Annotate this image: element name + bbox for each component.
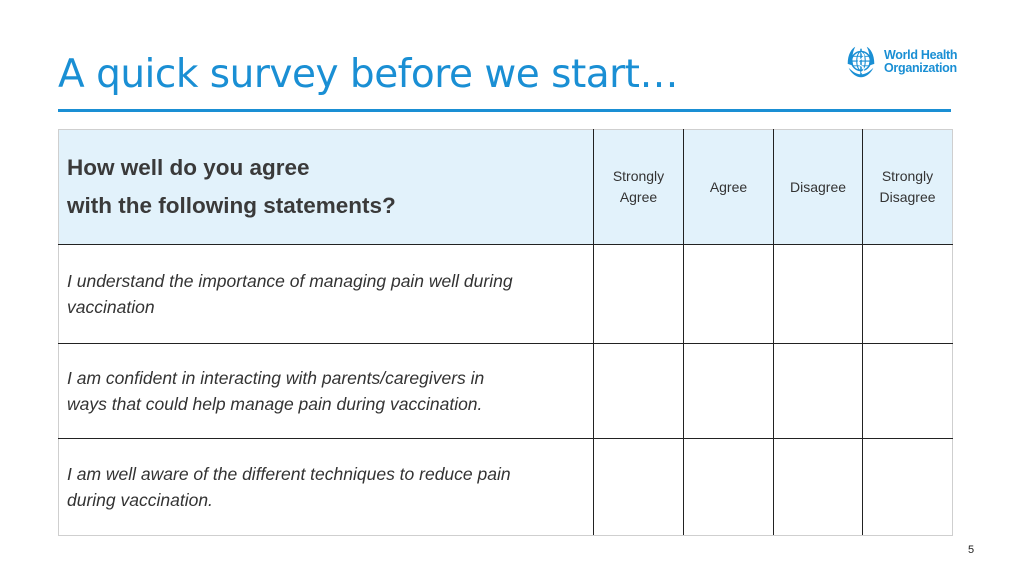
statement-line-1: I understand the importance of managing pain well during <box>67 271 513 291</box>
option-label-line-1: Agree <box>709 178 748 195</box>
option-label-line-1: Disagree <box>789 178 847 195</box>
option-label-line-1: Strongly <box>612 168 665 184</box>
statement-cell <box>59 439 594 536</box>
question-header-line-2: with the following statements? <box>67 193 396 218</box>
answer-cell-strongly-disagree[interactable] <box>863 344 953 439</box>
answer-cell-strongly-agree[interactable] <box>594 439 684 536</box>
answer-cell-disagree[interactable] <box>774 344 863 439</box>
table-row <box>59 344 953 439</box>
option-header-strongly-disagree <box>863 130 953 245</box>
table-row <box>59 245 953 344</box>
page-number: 5 <box>968 544 975 556</box>
answer-cell-strongly-agree[interactable] <box>594 344 684 439</box>
table-row <box>59 439 953 536</box>
answer-cell-strongly-disagree[interactable] <box>863 439 953 536</box>
option-header-strongly-agree <box>594 130 684 245</box>
title-underline <box>58 109 951 112</box>
answer-cell-agree[interactable] <box>684 344 774 439</box>
survey-header-row <box>59 130 953 245</box>
option-label-line-2: Disagree <box>879 189 936 205</box>
statement-line-2: vaccination <box>67 297 155 317</box>
statement-line-1: I am confident in interacting with parents/caregivers in <box>67 368 485 388</box>
logo-line-1: World Health <box>884 48 958 62</box>
statement-line-2: during vaccination. <box>67 490 213 510</box>
logo-line-2: Organization <box>884 61 957 75</box>
option-label-line-2: Agree <box>619 189 658 205</box>
answer-cell-disagree[interactable] <box>774 245 863 344</box>
question-header-line-1: How well do you agree <box>67 155 310 180</box>
statement-cell <box>59 245 594 344</box>
statement-line-2: ways that could help manage pain during vaccination. <box>67 394 483 414</box>
un-emblem-icon <box>842 43 880 81</box>
answer-cell-agree[interactable] <box>684 245 774 344</box>
survey-table <box>58 129 953 536</box>
question-header <box>59 130 594 245</box>
slide-title: A quick survey before we start… <box>58 52 678 97</box>
answer-cell-strongly-disagree[interactable] <box>863 245 953 344</box>
option-label-line-1: Strongly <box>881 168 934 184</box>
option-header-disagree <box>774 130 863 245</box>
answer-cell-agree[interactable] <box>684 439 774 536</box>
answer-cell-strongly-agree[interactable] <box>594 245 684 344</box>
logo-wordmark <box>884 49 957 75</box>
option-header-agree <box>684 130 774 245</box>
who-logo <box>842 42 962 82</box>
statement-line-1: I am well aware of the different techniques to reduce pain <box>67 464 511 484</box>
answer-cell-disagree[interactable] <box>774 439 863 536</box>
statement-cell <box>59 344 594 439</box>
